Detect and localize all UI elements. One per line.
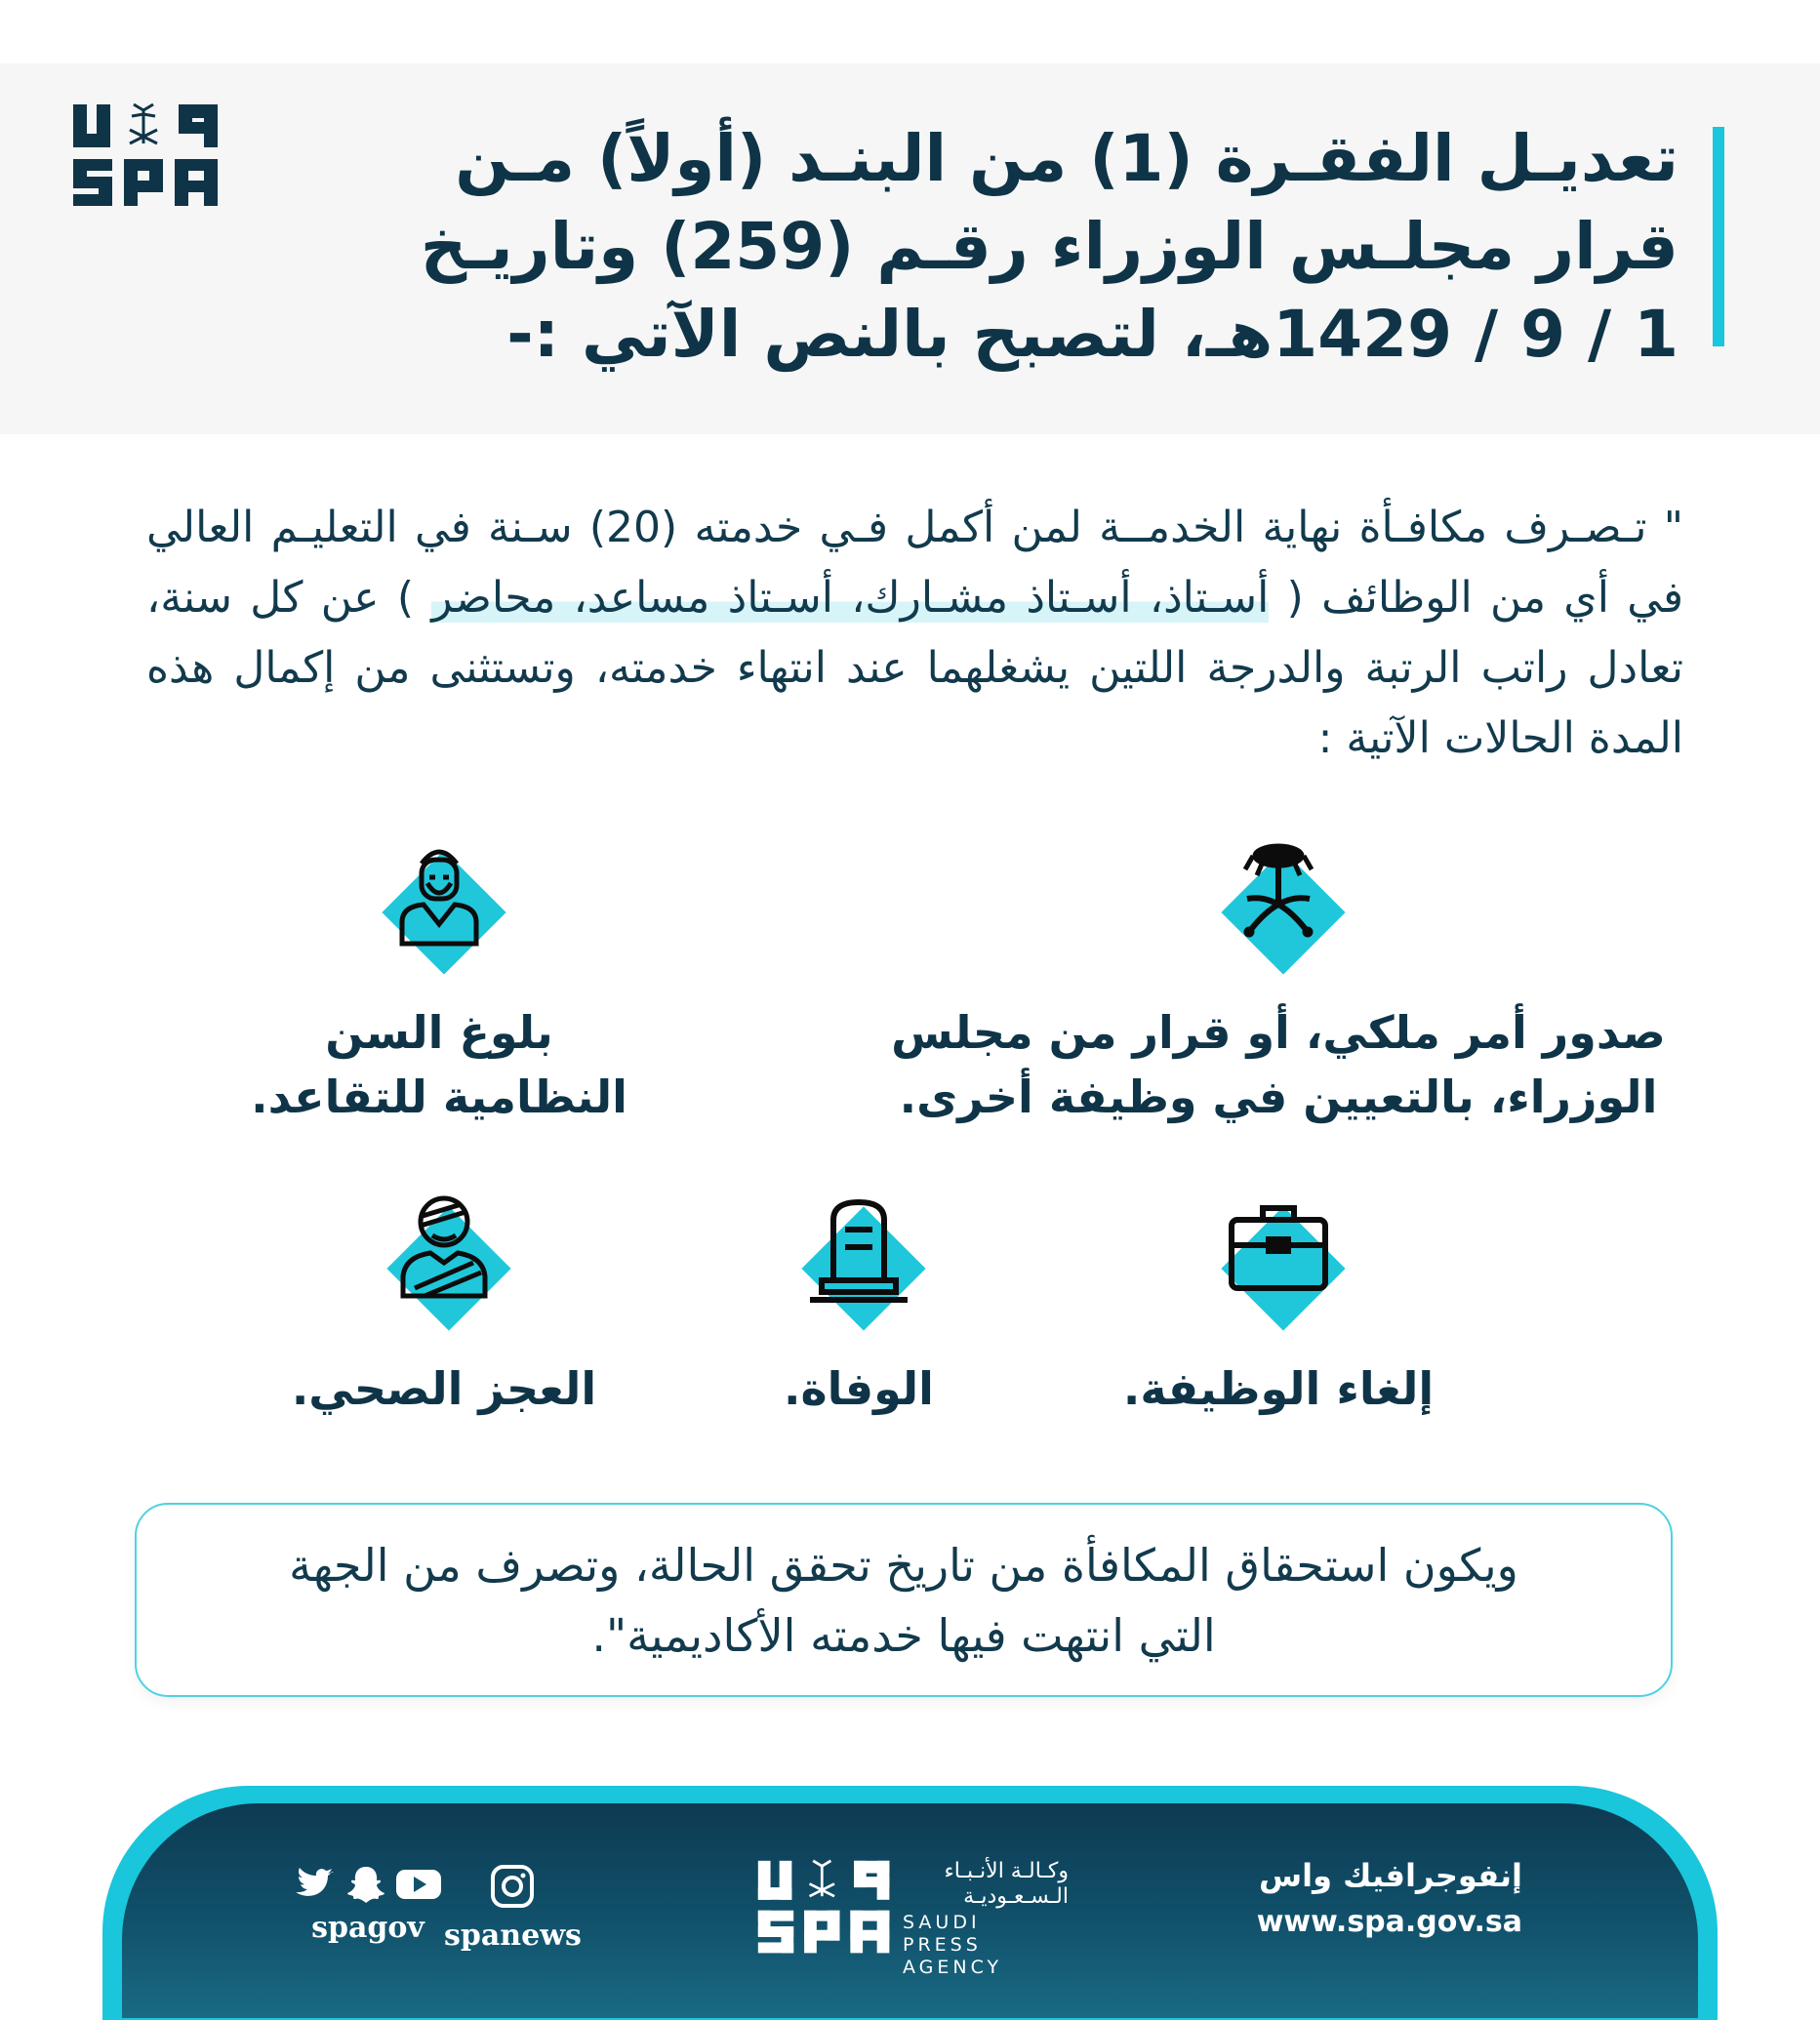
agency-name-arabic [903, 1859, 1069, 1910]
case-label-line: الوفاة. [784, 1362, 934, 1415]
case-label-line: إلغاء الوظيفة. [1122, 1362, 1435, 1415]
title-accent-bar [1713, 127, 1724, 346]
case-label-line: الوزراء، بالتعيين في وظيفة أخرى. [899, 1071, 1658, 1123]
spa-logo-icon [756, 1859, 893, 1957]
quote-highlight: أسـتاذ، أسـتاذ مشـارك، أسـتاذ مساعد، محاضر [431, 573, 1270, 623]
page-title: تعديـل الفقـرة (1) من البنـد (أولاً) مـن قرار مجلـس الوزراء رقـم (259) وتاريـخ 1 / 9 / 1429هـ، لتصبح بالنص الآتي :- [420, 121, 1678, 372]
agency-name-english [903, 1912, 1069, 1979]
note-box [135, 1503, 1673, 1697]
case-label-line: صدور أمر ملكي، أو قرار من مجلس [891, 1006, 1666, 1059]
quote-part-1: " تـصـرف مكافـأة نهاية الخدمــة لمن أكمل فـي خدمته (20) سـنة في التعليـم العالي في أي من الوظائف ( [146, 503, 1683, 623]
elderly-person-icon [381, 834, 498, 951]
social-spanews[interactable] [444, 1862, 582, 1953]
briefcase-icon [1220, 1191, 1337, 1308]
footer-info [1257, 1852, 1522, 1946]
spa-logo [73, 102, 220, 210]
infographic-label: إنفوجرافيك واس [1259, 1857, 1522, 1894]
note-text: ويكون استحقاق المكافأة من تاريخ تحقق الحالة، وتصرف من الجهة التي انتهت فيها خدمته الأكاديمية". [289, 1538, 1518, 1662]
tombstone-icon [800, 1191, 917, 1308]
regulation-quote [146, 493, 1683, 774]
instagram-icon [488, 1862, 537, 1911]
snapchat-icon [344, 1862, 388, 1907]
case-job-abolished [1049, 1191, 1508, 1421]
website-link[interactable]: www.spa.gov.sa [1256, 1905, 1522, 1939]
case-label-line: بلوغ السن [325, 1006, 553, 1059]
agency-en-line: SAUDI PRESS [903, 1912, 982, 1956]
case-death [683, 1191, 1034, 1421]
injured-person-icon [385, 1191, 503, 1308]
agency-en-line: AGENCY [903, 1957, 1003, 1978]
agency-ar-line: الـسـعـوديـة [963, 1884, 1069, 1909]
case-retirement-age [210, 834, 668, 1129]
social-handle-spagov: spagov [311, 1911, 425, 1945]
social-handle-spanews: spanews [444, 1919, 582, 1953]
saudi-emblem-icon [1220, 834, 1337, 951]
agency-ar-line: وكـالـة الأنـبـاء [944, 1859, 1069, 1883]
case-royal-order [878, 834, 1678, 1129]
social-spagov[interactable] [293, 1862, 443, 1945]
case-label-line: العجز الصحي. [291, 1362, 597, 1415]
case-label-line: النظامية للتقاعد. [251, 1071, 627, 1123]
twitter-icon [293, 1862, 338, 1907]
footer-spa-logo [756, 1859, 1069, 1978]
case-health-disability [249, 1191, 639, 1421]
quote-part-2: ) عن كل سنة، تعادل راتب الرتبة والدرجة اللتين يشغلهما عند انتهاء خدمته، وتستثنى من إكمال هذه المدة الحالات الآتية : [146, 573, 1683, 763]
youtube-icon [394, 1862, 443, 1907]
